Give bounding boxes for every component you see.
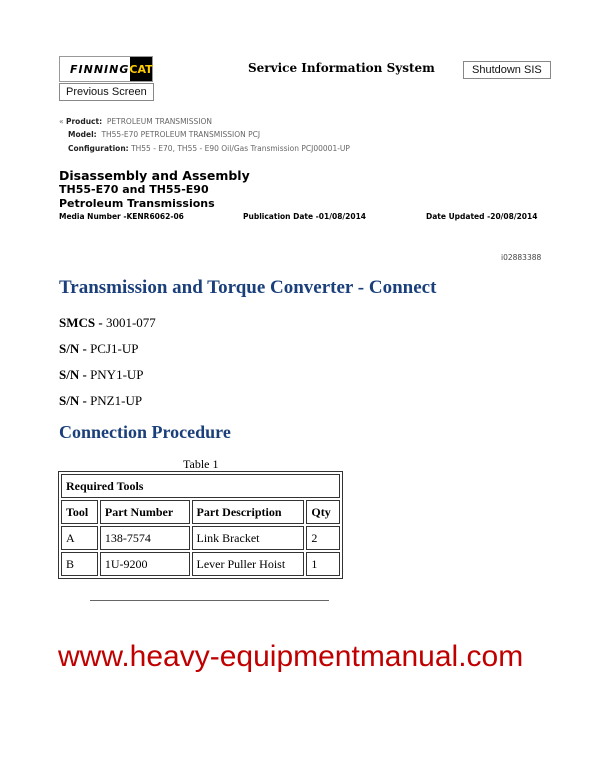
section-heading: Connection Procedure xyxy=(59,422,231,442)
cat-logo: CAT xyxy=(130,57,152,81)
smcs-value: 3001-077 xyxy=(105,315,156,330)
shutdown-sis-button[interactable]: Shutdown SIS xyxy=(463,61,551,79)
table-cell: 2 xyxy=(306,526,340,550)
sn-label: S/N - xyxy=(59,393,91,408)
logo-text: FINNING xyxy=(70,62,130,76)
table-caption: Table 1 xyxy=(183,457,219,471)
config-label: Configuration: xyxy=(68,144,129,153)
config-line xyxy=(68,144,350,153)
config-link[interactable]: TH55 - E70, TH55 - E90 Oil/Gas Transmission PCJ00001-UP xyxy=(131,144,350,153)
smcs xyxy=(59,315,156,331)
page-heading: Transmission and Torque Converter - Connect xyxy=(59,277,437,298)
model-link[interactable]: TH55-E70 PETROLEUM TRANSMISSION PCJ xyxy=(101,130,261,139)
divider xyxy=(90,600,329,601)
sn-line xyxy=(59,341,138,357)
table-cell: A xyxy=(61,526,98,550)
sn-value: PNY1-UP xyxy=(90,367,144,382)
sn-label: S/N - xyxy=(59,341,91,356)
product-line xyxy=(59,117,212,126)
table-cell: 1U-9200 xyxy=(100,552,190,576)
sn-value: PCJ1-UP xyxy=(90,341,139,356)
previous-screen-button[interactable]: Previous Screen xyxy=(59,83,154,101)
media-number: Media Number -KENR6062-06 xyxy=(59,212,184,221)
watermark: www.heavy-equipmentmanual.com xyxy=(58,640,524,673)
table-header-row xyxy=(61,500,340,524)
sn-line xyxy=(59,393,142,409)
table-row xyxy=(61,552,340,576)
back-icon[interactable]: « xyxy=(59,117,64,126)
date-updated: Date Updated -20/08/2014 xyxy=(426,212,538,221)
table-cell: 138-7574 xyxy=(100,526,190,550)
doc-subtitle: TH55-E70 and TH55-E90 xyxy=(59,183,209,196)
column-header: Part Description xyxy=(192,500,305,524)
model-label: Model: xyxy=(68,130,97,139)
product-link[interactable]: PETROLEUM TRANSMISSION xyxy=(106,117,212,126)
table-title: Required Tools xyxy=(61,474,340,498)
table-cell: Lever Puller Hoist xyxy=(192,552,305,576)
product-label: Product: xyxy=(65,117,103,126)
column-header: Qty xyxy=(306,500,340,524)
doc-title: Disassembly and Assembly xyxy=(59,168,250,183)
app-title: Service Information System xyxy=(248,61,435,75)
column-header: Part Number xyxy=(100,500,190,524)
sn-label: S/N - xyxy=(59,367,91,382)
sn-line xyxy=(59,367,144,383)
sn-value: PNZ1-UP xyxy=(90,393,143,408)
table-cell: 1 xyxy=(306,552,340,576)
finning-cat-logo xyxy=(59,56,153,82)
doc-subtitle-2: Petroleum Transmissions xyxy=(59,197,215,210)
smcs-label: SMCS - xyxy=(59,315,106,330)
required-tools-table xyxy=(58,471,343,579)
table-cell: Link Bracket xyxy=(192,526,305,550)
table-row xyxy=(61,526,340,550)
column-header: Tool xyxy=(61,500,98,524)
table-cell: B xyxy=(61,552,98,576)
doc-id: i02883388 xyxy=(501,253,542,262)
publication-date: Publication Date -01/08/2014 xyxy=(243,212,367,221)
model-line xyxy=(68,130,260,139)
